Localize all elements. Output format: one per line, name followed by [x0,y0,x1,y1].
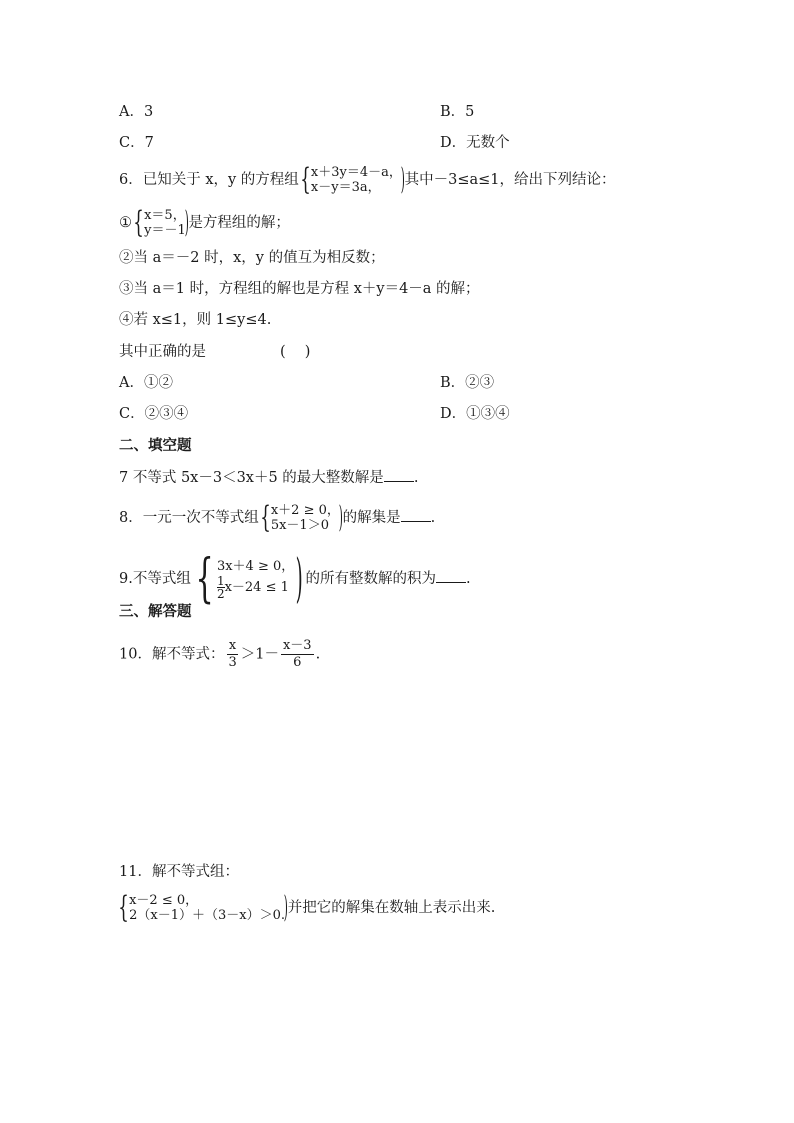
q6-statement-2: ②当 a＝－2 时，x，y 的值互为相反数； [119,250,385,266]
q6-answer-paren: ( ) [280,344,311,360]
q7-text: 7 不等式 5x－3＜3x＋5 的最大整数解是 [119,470,384,486]
q8-system [260,500,343,535]
q9-fraction [217,575,225,600]
right-paren-icon: ) [295,549,303,609]
right-paren-icon: ) [338,500,343,535]
q9 [119,549,471,609]
q6-s1-mark: ① [119,215,132,231]
q9-system [192,549,305,609]
q6-statement-4: ④若 x≤1，则 1≤y≤4. [119,312,272,328]
q6-s1-system [133,205,189,240]
q9-eq2 [217,575,294,600]
q9-eq2-rest: x－24 ≤ 1 [224,580,289,595]
left-brace-icon: { [260,500,271,535]
q6-statement-3: ③当 a＝1 时，方程组的解也是方程 x＋y＝4－a 的解； [119,281,480,297]
q9-end: . [466,571,471,587]
q6-stem [119,162,616,197]
q11-system-line [117,890,496,925]
right-paren-icon: ) [283,890,288,925]
q6-option-d: D．①③④ [440,406,510,422]
q8-lead: 8．一元一次不等式组 [119,510,259,526]
q7 [119,467,418,488]
q6-option-a: A．①② [119,375,173,391]
q9-lead: 9.不等式组 [119,571,191,587]
q7-end: . [413,470,419,486]
q10-fraction-right [281,638,314,671]
left-brace-icon: { [133,205,144,240]
q6-tail: 其中－3≤a≤1，给出下列结论： [404,172,616,188]
q6-s1-tail: 是方程组的解； [188,215,290,231]
q6-ask [119,342,310,362]
q8-end: . [430,510,436,526]
q8 [119,500,436,535]
q8-answer-blank [401,507,431,522]
q6-option-c: C．②③④ [119,406,189,422]
q6-eq1: x＋3y＝4－a， [310,165,402,180]
q5-option-a: A．3 [119,104,154,120]
q11-system [118,890,288,925]
q6-ask-text: 其中正确的是 [119,344,206,360]
q8-eq1: x＋2 ≥ 0， [270,503,340,518]
q6-statement-1 [119,205,290,240]
q6-option-b: B．②③ [440,375,495,391]
q5-option-c: C．7 [119,135,154,151]
q10 [119,638,320,671]
q6-eq2: x－y＝3a， [310,180,381,195]
q6-system [300,162,405,197]
q9-frac-num: 1 [216,574,225,588]
q10-lead: 10．解不等式： [119,646,225,663]
q11-tail: 并把它的解集在数轴上表示出来. [287,900,496,916]
q9-answer-blank [436,568,466,583]
q10-f1-den: 3 [228,655,237,670]
q6-s1-eq1: x＝5， [144,208,186,223]
section-heading-solve: 三、解答题 [119,603,192,620]
q6-lead: 6．已知关于 x，y 的方程组 [119,172,299,188]
q10-f2-num: x－3 [282,638,312,653]
q8-eq2: 5x－1＞0 [270,518,329,533]
q9-frac-den: 2 [216,587,225,601]
section-heading-fill-in: 二、填空题 [119,437,192,454]
q7-answer-blank [384,467,414,482]
q10-f1-num: x [228,638,237,653]
left-brace-icon: { [118,890,129,925]
q10-fraction-left [226,638,238,671]
q11-eq1: x－2 ≤ 0， [129,893,199,908]
right-paren-icon: ) [184,205,189,240]
q6-s1-eq2: y＝－1 [144,223,186,238]
q8-tail: 的解集是 [342,510,401,526]
q9-tail: 的所有整数解的积为 [305,571,437,587]
left-brace-icon: { [300,162,311,197]
q10-f2-den: 6 [293,655,302,670]
q11-lead: 11．解不等式组： [119,864,239,880]
q10-mid: ＞1－ [240,646,279,663]
q11-eq2: 2（x－1）＋（3－x）＞0. [129,908,285,923]
right-paren-icon: ) [400,162,405,197]
q5-option-d: D．无数个 [440,135,510,151]
q9-eq1: 3x＋4 ≥ 0， [216,559,295,574]
q10-end: . [315,646,321,663]
q5-option-b: B．5 [440,104,475,120]
left-brace-icon: { [195,549,214,609]
